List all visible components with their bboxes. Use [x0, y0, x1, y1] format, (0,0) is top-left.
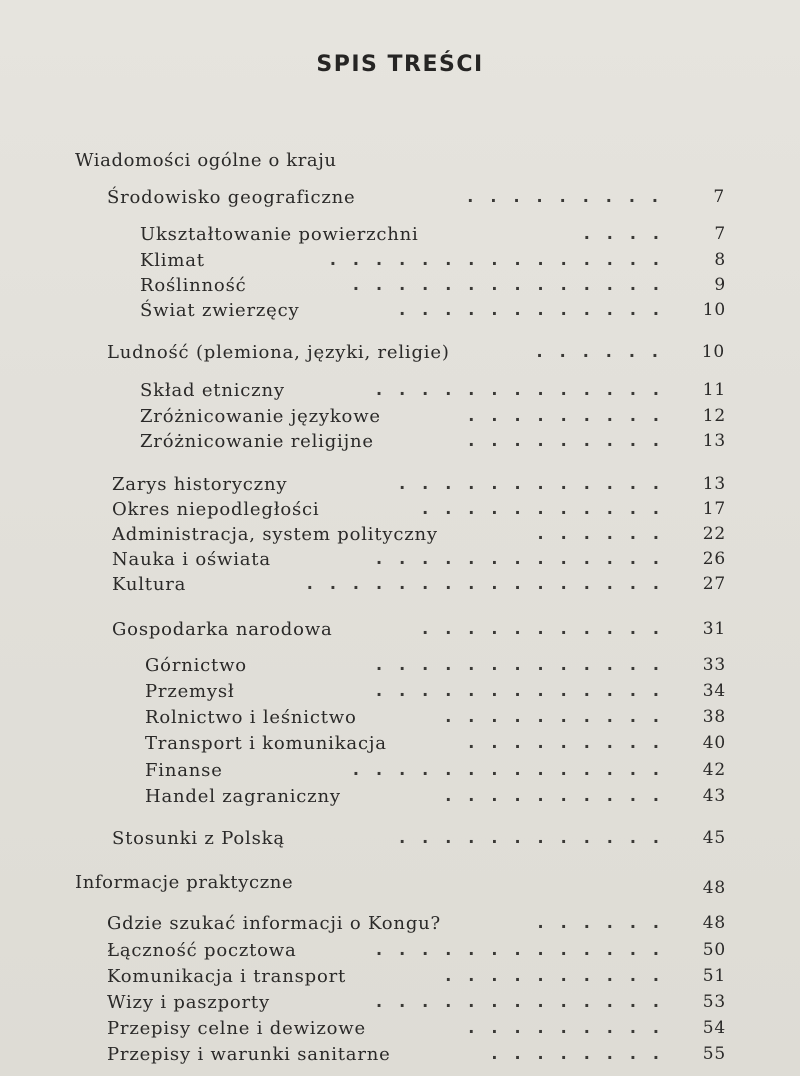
leader-dots: ...... — [537, 524, 676, 543]
toc-entry-page: 45 — [702, 828, 726, 848]
toc-entry-page: 17 — [702, 499, 726, 519]
toc-entry-label: Przepisy i warunki sanitarne — [107, 1044, 391, 1065]
toc-entry — [107, 992, 726, 1018]
toc-entry-page: 31 — [702, 619, 726, 639]
toc-entry-page: 12 — [702, 406, 726, 426]
leader-dots: ............... — [329, 250, 676, 269]
toc-entry-page: 38 — [702, 707, 726, 727]
toc-entry-label: Łączność pocztowa — [107, 940, 297, 961]
toc-entry — [107, 1044, 726, 1070]
toc-entry — [140, 431, 726, 457]
leader-dots: ...... — [536, 342, 675, 361]
leader-dots: ............. — [375, 940, 676, 959]
page-title: SPIS TREŚCI — [316, 52, 484, 77]
leader-dots: ......... — [468, 406, 676, 425]
toc-entry — [112, 549, 726, 575]
toc-entry-page: 34 — [702, 681, 726, 701]
leader-dots: ............. — [375, 549, 676, 568]
toc-entry-label: Okres niepodległości — [112, 499, 320, 520]
toc-entry-label: Handel zagraniczny — [145, 786, 341, 807]
toc-entry — [145, 760, 726, 786]
toc-entry-section-page — [112, 878, 726, 904]
leader-dots: ........ — [491, 1044, 676, 1063]
toc-entry-page: 50 — [702, 940, 726, 960]
toc-entry-label: Zarys historyczny — [112, 474, 288, 495]
toc-entry-label: Świat zwierzęcy — [140, 300, 300, 321]
leader-dots: ............ — [399, 474, 676, 493]
toc-entry-page: 22 — [702, 524, 726, 544]
toc-entry — [140, 250, 726, 276]
leader-dots: .......... — [445, 786, 676, 805]
toc-entry — [140, 406, 726, 432]
leader-dots: ............. — [375, 992, 676, 1011]
toc-entry-page: 27 — [702, 574, 726, 594]
toc-entry — [140, 275, 726, 301]
toc-entry — [107, 913, 726, 939]
toc-entry-page: 10 — [701, 342, 725, 362]
toc-entry-page: 8 — [714, 250, 726, 270]
toc-entry-label: Zróżnicowanie religijne — [140, 431, 374, 452]
toc-entry-label: Komunikacja i transport — [107, 966, 347, 987]
toc-entry-label: Gospodarka narodowa — [112, 619, 333, 640]
toc-entry-page: 10 — [702, 300, 726, 320]
toc-entry-label: Ukształtowanie powierzchni — [140, 224, 419, 245]
toc-entry — [107, 342, 725, 368]
toc-entry-page: 43 — [702, 786, 726, 806]
toc-entry-label: Skład etniczny — [140, 380, 285, 401]
toc-entry — [145, 733, 726, 759]
toc-entry-page: 51 — [702, 966, 726, 986]
leader-dots: ............ — [399, 828, 676, 847]
toc-entry — [107, 966, 726, 992]
leader-dots: .... — [583, 224, 676, 243]
leader-dots: ......... — [468, 1018, 676, 1037]
toc-entry-label: Przemysł — [145, 681, 235, 702]
toc-entry-label: Górnictwo — [145, 655, 247, 676]
leader-dots: .......... — [445, 966, 676, 985]
toc-entry-page: 55 — [702, 1044, 726, 1064]
toc-entry — [140, 380, 726, 406]
leader-dots: .......... — [445, 707, 676, 726]
toc-entry-page: 54 — [702, 1018, 726, 1038]
toc-entry-label: Przepisy celne i dewizowe — [107, 1018, 366, 1039]
leader-dots: ........... — [422, 619, 676, 638]
leader-dots: ............. — [375, 655, 676, 674]
toc-entry — [112, 619, 726, 645]
toc-entry-label: Nauka i oświata — [112, 549, 271, 570]
toc-entry-label: Kultura — [112, 574, 187, 595]
toc-entry — [145, 655, 726, 681]
leader-dots: ............ — [399, 300, 676, 319]
toc-entry-page: 42 — [702, 760, 726, 780]
toc-entry-page: 7 — [714, 224, 726, 244]
toc-entry-page: 9 — [714, 275, 726, 295]
toc-entry — [107, 187, 725, 213]
leader-dots: ................ — [306, 574, 676, 593]
toc-entry — [112, 524, 726, 550]
leader-dots: ......... — [467, 187, 675, 206]
toc-entry-page: 26 — [702, 549, 726, 569]
toc-entry-label: Klimat — [140, 250, 205, 271]
toc-entry — [145, 681, 726, 707]
toc-entry — [140, 224, 726, 250]
toc-entry-page: 33 — [702, 655, 726, 675]
toc-entry-page: 40 — [702, 733, 726, 753]
toc-entry — [112, 828, 726, 854]
toc-entry-page: 13 — [702, 431, 726, 451]
toc-entry — [112, 499, 726, 525]
toc-entry-page: 11 — [702, 380, 726, 400]
leader-dots: ......... — [468, 431, 676, 450]
toc-entry — [112, 474, 726, 500]
toc-entry — [145, 707, 726, 733]
leader-dots: ............. — [375, 380, 676, 399]
toc-entry-label: Stosunki z Polską — [112, 828, 285, 849]
toc-entry-page: 7 — [713, 187, 725, 207]
toc-entry-page: 48 — [702, 913, 726, 933]
leader-dots: .............. — [352, 275, 676, 294]
toc-entry-label: Finanse — [145, 760, 223, 781]
toc-entry-label: Środowisko geograficzne — [107, 187, 356, 208]
section-heading-practical: Informacje praktyczne — [75, 872, 294, 893]
toc-entry-label: Roślinność — [140, 275, 247, 296]
toc-entry-page: 48 — [702, 878, 726, 898]
toc-entry — [112, 574, 726, 600]
toc-entry-label: Transport i komunikacja — [145, 733, 387, 754]
toc-entry — [107, 1018, 726, 1044]
toc-entry-label: Rolnictwo i leśnictwo — [145, 707, 357, 728]
leader-dots: .............. — [352, 760, 676, 779]
leader-dots: ............. — [375, 681, 676, 700]
toc-entry-label: Gdzie szukać informacji o Kongu? — [107, 913, 441, 934]
toc-entry-page: 13 — [702, 474, 726, 494]
toc-entry — [107, 940, 726, 966]
toc-entry-label: Ludność (plemiona, języki, religie) — [107, 342, 450, 363]
toc-entry-page: 53 — [702, 992, 726, 1012]
toc-entry — [145, 786, 726, 812]
leader-dots: ...... — [537, 913, 676, 932]
leader-dots: ........... — [422, 499, 676, 518]
toc-entry — [140, 300, 726, 326]
toc-entry-label: Administracja, system polityczny — [112, 524, 438, 545]
toc-entry-label: Wizy i paszporty — [107, 992, 270, 1013]
toc-entry-label: Zróżnicowanie językowe — [140, 406, 381, 427]
section-heading-general: Wiadomości ogólne o kraju — [75, 150, 337, 171]
leader-dots: ......... — [468, 733, 676, 752]
